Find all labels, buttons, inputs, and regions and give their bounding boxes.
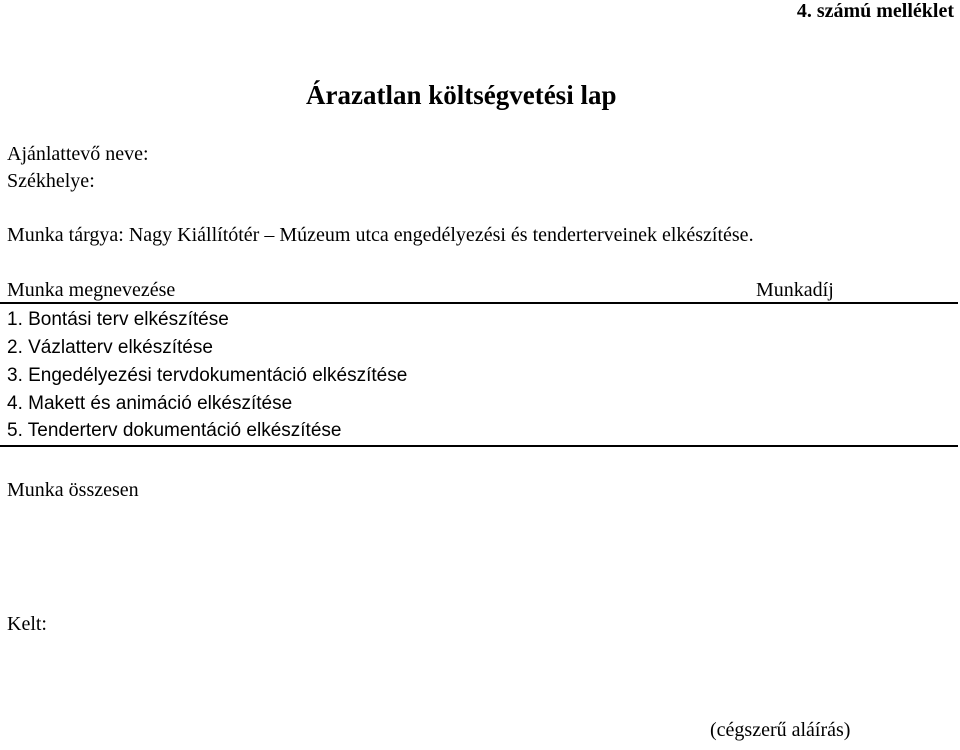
annex-label: 4. számú melléklet: [796, 0, 954, 22]
work-item-sketch-plan: 2. Vázlatterv elkészítése: [7, 337, 213, 358]
work-item-permit-documentation: 3. Engedélyezési tervdokumentáció elkészítése: [7, 365, 408, 386]
bidder-seat-label: Székhelye:: [7, 170, 95, 192]
table-footer-rule: [0, 445, 958, 447]
work-subject: Munka tárgya: Nagy Kiállítótér – Múzeum utca engedélyezési és tenderterveinek elkészítése.: [7, 224, 754, 246]
document-title: Árazatlan költségvetési lap: [306, 80, 617, 110]
work-item-demolition-plan: 1. Bontási terv elkészítése: [7, 309, 229, 330]
date-label: Kelt:: [7, 613, 47, 635]
work-total-label: Munka összesen: [7, 479, 139, 501]
company-signature-label: (cégszerű aláírás): [710, 719, 851, 741]
column-header-work-name: Munka megnevezése: [7, 279, 176, 301]
work-item-tender-documentation: 5. Tenderterv dokumentáció elkészítése: [7, 420, 342, 441]
column-header-fee: Munkadíj: [756, 279, 834, 301]
bidder-name-label: Ajánlattevő neve:: [7, 143, 149, 165]
work-item-model-animation: 4. Makett és animáció elkészítése: [7, 393, 293, 414]
table-header-rule: [0, 302, 958, 304]
